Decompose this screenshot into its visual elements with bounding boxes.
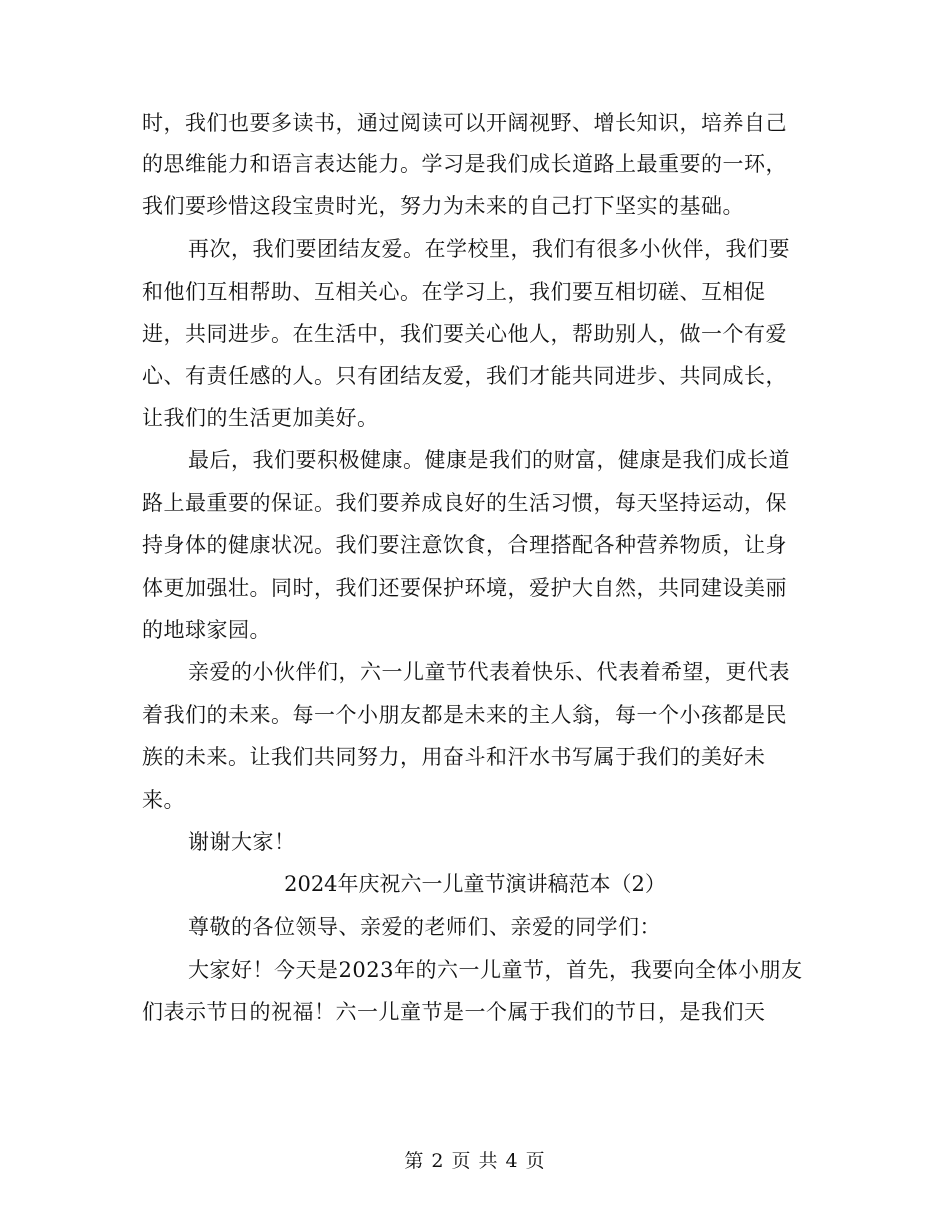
body-line: 我们要珍惜这段宝贵时光，努力为未来的自己打下坚实的基础。 xyxy=(142,194,744,218)
body-line: 体更加强壮。同时，我们还要保护环境，爱护大自然，共同建设美丽 xyxy=(142,576,787,600)
paragraph-first-line: 最后，我们要积极健康。健康是我们的财富，健康是我们成长道 xyxy=(188,448,790,472)
closing-line: 谢谢大家！ xyxy=(188,830,296,854)
body-line: 心、有责任感的人。只有团结友爱，我们才能共同进步、共同成长， xyxy=(142,364,787,388)
body-line: 的思维能力和语言表达能力。学习是我们成长道路上最重要的一环， xyxy=(142,152,787,176)
body-line: 的地球家园。 xyxy=(142,618,271,642)
body-line: 着我们的未来。每一个小朋友都是未来的主人翁，每一个小孩都是民 xyxy=(142,703,787,727)
body-line: 进，共同进步。在生活中，我们要关心他人，帮助别人，做一个有爱 xyxy=(142,322,787,346)
salutation-line: 尊敬的各位领导、亲爱的老师们、亲爱的同学们： xyxy=(188,915,661,939)
paragraph-first-line: 再次，我们要团结友爱。在学校里，我们有很多小伙伴，我们要 xyxy=(188,237,790,261)
body-line: 时，我们也要多读书，通过阅读可以开阔视野、增长知识，培养自己 xyxy=(142,111,787,135)
body-line: 持身体的健康状况。我们要注意饮食，合理搭配各种营养物质，让身 xyxy=(142,533,787,557)
section-title: 2024年庆祝六一儿童节演讲稿范本（2） xyxy=(284,872,666,896)
body-line: 族的未来。让我们共同努力，用奋斗和汗水书写属于我们的美好未 xyxy=(142,745,766,769)
body-line: 们表示节日的祝福！六一儿童节是一个属于我们的节日，是我们天 xyxy=(142,1000,766,1024)
body-line: 和他们互相帮助、互相关心。在学习上，我们要互相切磋、互相促 xyxy=(142,280,766,304)
body-line: 让我们的生活更加美好。 xyxy=(142,406,379,430)
body-line: 来。 xyxy=(142,788,185,812)
body-line: 路上最重要的保证。我们要养成良好的生活习惯，每天坚持运动，保 xyxy=(142,491,787,515)
page-footer: 第 2 页 共 4 页 xyxy=(404,1150,546,1172)
paragraph-first-line: 大家好！今天是2023年的六一儿童节，首先，我要向全体小朋友 xyxy=(188,958,803,982)
paragraph-first-line: 亲爱的小伙伴们，六一儿童节代表着快乐、代表着希望，更代表 xyxy=(188,660,790,684)
